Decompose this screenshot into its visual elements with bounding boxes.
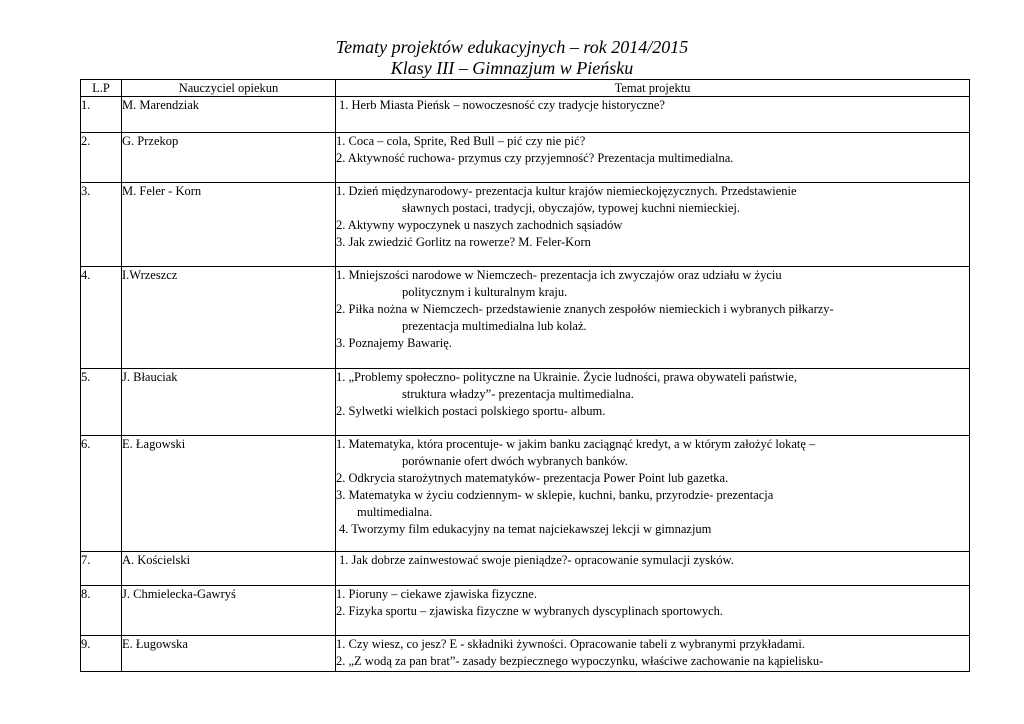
- topic-line: multimedialna.: [357, 505, 433, 519]
- table-row: [81, 369, 970, 436]
- topic-line: 2. Sylwetki wielkich postaci polskiego sportu- album.: [336, 404, 606, 418]
- table-row: [81, 97, 970, 133]
- topic-line: 2. Piłka nożna w Niemczech- przedstawienie znanych zespołów niemieckich i wybranych piłkarzy-: [336, 302, 834, 316]
- row-topics: [336, 636, 970, 672]
- document-title: Tematy projektów edukacyjnych – rok 2014/2015: [335, 37, 689, 57]
- row-topics: [336, 369, 970, 436]
- row-number: 1.: [81, 97, 122, 133]
- projects-table: [80, 79, 970, 672]
- row-number: 2.: [81, 133, 122, 183]
- topic-line: 2. Odkrycia starożytnych matematyków- prezentacja Power Point lub gazetka.: [336, 471, 729, 485]
- topic-line: 4. Tworzymy film edukacyjny na temat najciekawszej lekcji w gimnazjum: [339, 522, 712, 536]
- row-topics: [336, 267, 970, 369]
- table-row: [81, 436, 970, 552]
- row-number: 3.: [81, 183, 122, 267]
- topic-line: 3. Poznajemy Bawarię.: [336, 336, 452, 350]
- table-row: [81, 636, 970, 672]
- topic-line: 2. Aktywny wypoczynek u naszych zachodnich sąsiadów: [336, 218, 623, 232]
- topic-line: 1. „Problemy społeczno- polityczne na Ukrainie. Życie ludności, prawa obywateli państwie,: [336, 370, 797, 384]
- header-lp: L.P: [81, 80, 122, 97]
- topic-line: 1. Coca – cola, Sprite, Red Bull – pić czy nie pić?: [336, 134, 586, 148]
- row-number: 6.: [81, 436, 122, 552]
- topic-line: 2. „Z wodą za pan brat”- zasady bezpiecznego wypoczynku, właściwe zachowanie na kąpielisku-: [336, 654, 824, 668]
- topic-line: struktura władzy”- prezentacja multimedialna.: [402, 387, 634, 401]
- row-teacher: M. Feler - Korn: [122, 183, 336, 267]
- topic-line: 3. Jak zwiedzić Gorlitz na rowerze? M. Feler-Korn: [336, 235, 591, 249]
- row-number: 7.: [81, 552, 122, 586]
- topic-line: 1. Pioruny – ciekawe zjawiska fizyczne.: [336, 587, 537, 601]
- row-topics: [336, 436, 970, 552]
- row-number: 8.: [81, 586, 122, 636]
- table-row: [81, 552, 970, 586]
- row-teacher: J. Chmielecka-Gawryś: [122, 586, 336, 636]
- row-topics: [336, 183, 970, 267]
- row-number: 4.: [81, 267, 122, 369]
- row-topics: [336, 552, 970, 586]
- table-row: [81, 183, 970, 267]
- header-teacher: Nauczyciel opiekun: [122, 80, 336, 97]
- row-teacher: A. Kościelski: [122, 552, 336, 586]
- row-teacher: M. Marendziak: [122, 97, 336, 133]
- row-teacher: E. Ługowska: [122, 636, 336, 672]
- table-row: [81, 586, 970, 636]
- document-subtitle: Klasy III – Gimnazjum w Pieńsku: [390, 58, 634, 78]
- topic-line: politycznym i kulturalnym kraju.: [402, 285, 568, 299]
- table-row: [81, 133, 970, 183]
- topic-line: sławnych postaci, tradycji, obyczajów, typowej kuchni niemieckiej.: [402, 201, 740, 215]
- topic-line: 2. Fizyka sportu – zjawiska fizyczne w wybranych dyscyplinach sportowych.: [336, 604, 724, 618]
- topic-line: 1. Herb Miasta Pieńsk – nowoczesność czy tradycje historyczne?: [339, 98, 665, 112]
- table-row: [81, 267, 970, 369]
- topic-line: prezentacja multimedialna lub kolaż.: [402, 319, 587, 333]
- topic-line: 1. Czy wiesz, co jesz? E - składniki żywności. Opracowanie tabeli z wybranymi przykładami.: [336, 637, 805, 651]
- row-topics: [336, 97, 970, 133]
- topic-line: 3. Matematyka w życiu codziennym- w sklepie, kuchni, banku, przyrodzie- prezentacja: [336, 488, 774, 502]
- row-teacher: E. Łagowski: [122, 436, 336, 552]
- topic-line: 1. Matematyka, która procentuje- w jakim banku zaciągnąć kredyt, a w którym założyć lokatę –: [336, 437, 816, 451]
- row-teacher: I.Wrzeszcz: [122, 267, 336, 369]
- topic-line: 2. Aktywność ruchowa- przymus czy przyjemność? Prezentacja multimedialna.: [336, 151, 734, 165]
- row-topics: [336, 586, 970, 636]
- topic-line: 1. Mniejszości narodowe w Niemczech- prezentacja ich zwyczajów oraz udziału w życiu: [336, 268, 782, 282]
- row-number: 5.: [81, 369, 122, 436]
- row-topics: [336, 133, 970, 183]
- row-number: 9.: [81, 636, 122, 672]
- topic-line: 1. Jak dobrze zainwestować swoje pieniądze?- opracowanie symulacji zysków.: [339, 553, 734, 567]
- topic-line: porównanie ofert dwóch wybranych banków.: [402, 454, 628, 468]
- row-teacher: G. Przekop: [122, 133, 336, 183]
- row-teacher: J. Błauciak: [122, 369, 336, 436]
- topic-line: 1. Dzień międzynarodowy- prezentacja kultur krajów niemieckojęzycznych. Przedstawienie: [336, 184, 797, 198]
- table-header-row: [81, 80, 970, 97]
- header-topic: Temat projektu: [336, 80, 970, 97]
